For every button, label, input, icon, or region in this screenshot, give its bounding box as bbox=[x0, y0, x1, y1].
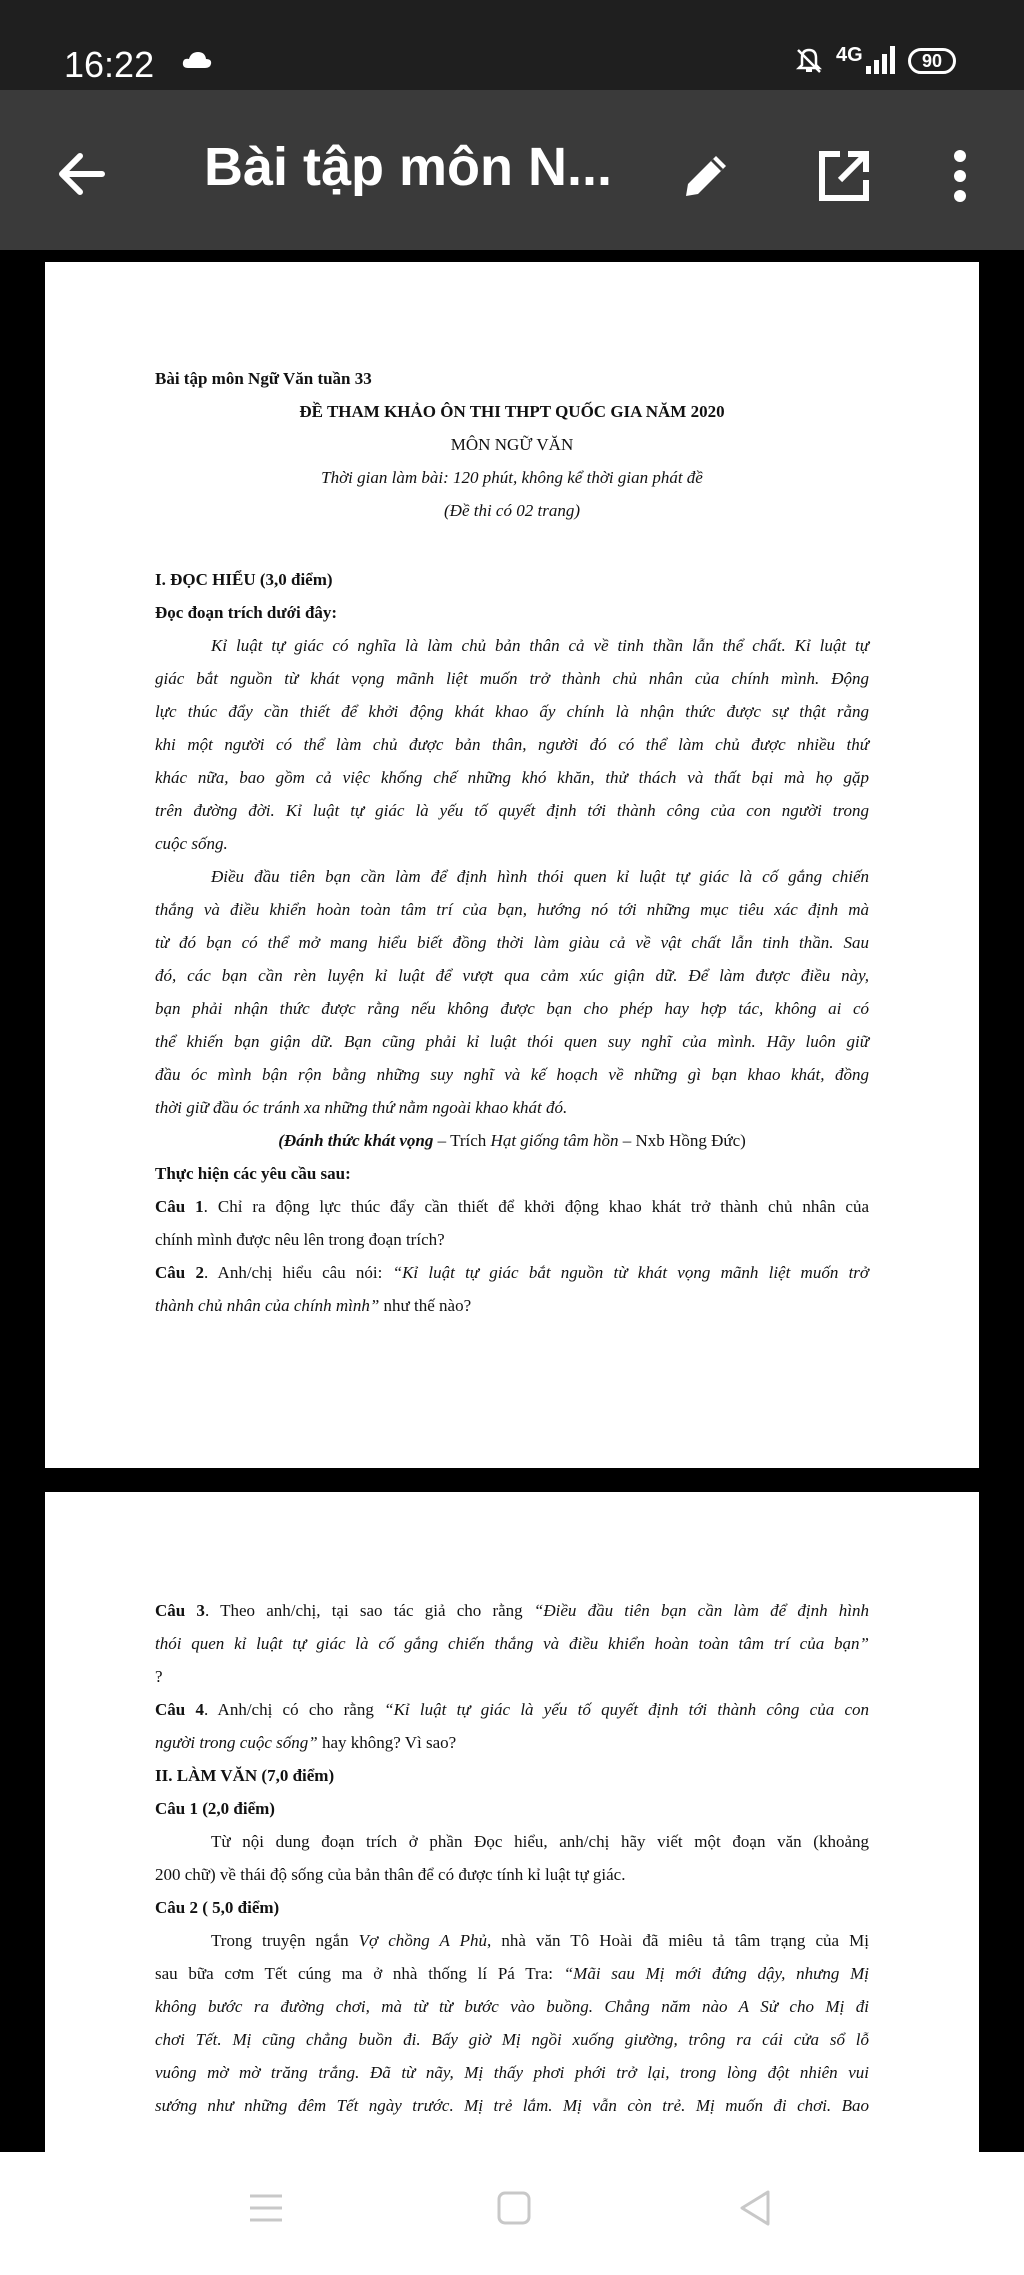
document-page-2 bbox=[45, 1492, 979, 2152]
question-label: Câu 2 bbox=[155, 1263, 204, 1282]
essay-quote: “Mãi sau Mị mới đứng dậy, nhưng Mị bbox=[563, 1964, 870, 1983]
passage-line: lực thúc đẩy cần thiết để khởi động khát khao ấy chính là nhận thức được sự thật rằng bbox=[155, 702, 869, 721]
essay-1-line: 200 chữ) về thái độ sống của bản thân để có được tính kỉ luật tự giác. bbox=[155, 1865, 626, 1884]
nav-back-button[interactable] bbox=[736, 2188, 776, 2233]
question-4 bbox=[155, 1693, 869, 1726]
passage-line: thời giữ đầu óc tránh xa những thứ nằm ngoài khao khát đó. bbox=[155, 1098, 568, 1117]
network-type-label: 4G bbox=[836, 44, 863, 66]
passage-line: Kỉ luật tự giác có nghĩa là làm chủ bản thân cả về tinh thần lẫn thể chất. Kỉ luật tự bbox=[211, 636, 869, 655]
system-navigation-bar bbox=[0, 2152, 1024, 2275]
question-3-tail: ? bbox=[155, 1667, 163, 1686]
document-page-1 bbox=[45, 262, 979, 1468]
exam-subject: MÔN NGỮ VĂN bbox=[450, 435, 574, 454]
tasks-heading: Thực hiện các yêu cầu sau: bbox=[155, 1164, 351, 1183]
essay-2-line bbox=[155, 1924, 869, 1957]
essay-text: sau bữa cơm Tết cúng ma ở nhà thống lí Pá Tra: bbox=[155, 1964, 564, 1983]
question-text: . Theo anh/chị, tại sao tác giả cho rằng bbox=[204, 1601, 534, 1620]
essay-2-line: sướng như những đêm Tết ngày trước. Mị trẻ lắm. Mị vẫn còn trẻ. Mị muốn đi chơi. Bao bbox=[155, 2096, 869, 2115]
question-2-cont bbox=[155, 1289, 869, 1322]
passage-line: cuộc sống. bbox=[155, 834, 228, 853]
question-quote: “Kỉ luật tự giác bắt nguồn từ khát vọng mãnh liệt muốn trở bbox=[392, 1263, 869, 1282]
question-3-cont: thói quen kỉ luật tự giác là cố gắng chiến thắng và điều khiển hoàn toàn tâm trí của bạn” bbox=[155, 1634, 869, 1653]
home-square-icon bbox=[494, 2188, 534, 2228]
cloud-icon bbox=[182, 50, 212, 75]
back-button[interactable] bbox=[50, 142, 114, 206]
source-title: (Đánh thức khát vọng bbox=[278, 1131, 434, 1150]
essay-1-line: Từ nội dung đoạn trích ở phần Đọc hiểu, anh/chị hãy viết một đoạn văn (khoảng bbox=[211, 1832, 869, 1851]
edit-button[interactable] bbox=[676, 146, 736, 206]
question-text: hay không? Vì sao? bbox=[317, 1733, 457, 1752]
status-bar bbox=[0, 0, 1024, 90]
passage-line: thắng và điều khiển hoàn toàn tâm trí của bạn, hướng nó tới những mục tiêu xác định mà bbox=[155, 900, 869, 919]
source-book: Hạt giống tâm hồn bbox=[490, 1131, 619, 1150]
app-bar bbox=[0, 90, 1024, 250]
passage-line: Điều đầu tiên bạn cần làm để định hình thói quen kỉ luật tự giác là cố gắng chiến bbox=[211, 867, 869, 886]
passage-line: giác bắt nguồn từ khát vọng mãnh liệt muốn trở thành chủ nhân của chính mình. Động bbox=[155, 669, 869, 688]
battery-indicator: 90 bbox=[908, 48, 956, 74]
open-external-button[interactable] bbox=[814, 146, 874, 206]
question-text: như thế nào? bbox=[379, 1296, 472, 1315]
question-4-cont bbox=[155, 1726, 869, 1759]
passage-line: khi một người có thể làm chủ được bản thân, người đó có thể làm chủ được nhiều thứ bbox=[155, 735, 869, 754]
question-3 bbox=[155, 1594, 869, 1627]
back-triangle-icon bbox=[736, 2188, 776, 2228]
signal-strength-icon bbox=[866, 46, 898, 79]
passage-line: thể khiến bạn giận dữ. Bạn cũng phải kỉ luật thói quen suy nghĩ của mình. Hãy luôn giữ bbox=[155, 1032, 869, 1051]
essay-1-heading: Câu 1 (2,0 điểm) bbox=[155, 1799, 275, 1818]
section-1-heading: I. ĐỌC HIỂU (3,0 điểm) bbox=[155, 570, 333, 589]
menu-icon bbox=[246, 2188, 286, 2228]
passage-line: đầu óc mình bận rộn bằng những suy nghĩ và kế hoạch về những gì bạn khao khát, đồng bbox=[155, 1065, 869, 1084]
question-1-cont: chính mình được nêu lên trong đoạn trích? bbox=[155, 1230, 445, 1249]
question-label: Câu 1 bbox=[155, 1197, 204, 1216]
question-quote: “Kỉ luật tự giác là yếu tố quyết định tới thành công của con bbox=[384, 1700, 869, 1719]
question-1 bbox=[155, 1190, 869, 1223]
more-vertical-icon bbox=[940, 146, 980, 206]
passage-line: trên đường đời. Kỉ luật tự giác là yếu tố quyết định tới thành công của con người trong bbox=[155, 801, 869, 820]
nav-recents-button[interactable] bbox=[246, 2188, 286, 2233]
question-quote: người trong cuộc sống” bbox=[155, 1733, 318, 1752]
passage-line: khác nữa, bao gồm cả việc khống chế những khó khăn, thử thách và thất bại mà họ gặp bbox=[155, 768, 869, 787]
source-text: – Nxb Hồng Đức) bbox=[618, 1131, 746, 1150]
arrow-back-icon bbox=[50, 142, 114, 206]
question-text: . Anh/chị hiểu câu nói: bbox=[203, 1263, 393, 1282]
question-label: Câu 3 bbox=[155, 1601, 205, 1620]
question-text: . Anh/chị có cho rằng bbox=[203, 1700, 385, 1719]
exam-title: ĐỀ THAM KHẢO ÔN THI THPT QUỐC GIA NĂM 2020 bbox=[299, 402, 725, 421]
essay-2-line: chơi Tết. Mị cũng chẳng buồn đi. Bấy giờ Mị ngồi xuống giường, trông ra cái cửa sổ lỗ bbox=[155, 2030, 869, 2049]
nav-home-button[interactable] bbox=[494, 2188, 534, 2233]
passage-line: đó, các bạn cần rèn luyện kỉ luật để vượt qua cảm xúc giận dữ. Để làm được điều này, bbox=[155, 966, 869, 985]
essay-text: , nhà văn Tô Hoài đã miêu tả tâm trạng của Mị bbox=[487, 1931, 869, 1950]
essay-2-line bbox=[155, 1957, 869, 1990]
passage-source bbox=[155, 1124, 869, 1157]
exam-pages-note: (Đề thi có 02 trang) bbox=[444, 501, 580, 520]
essay-2-line: vuông mờ mờ trăng trắng. Đã từ nãy, Mị thấy phơi phới trở lại, trong lòng đột nhiên vui bbox=[155, 2063, 869, 2082]
essay-2-heading: Câu 2 ( 5,0 điểm) bbox=[155, 1898, 280, 1917]
question-2 bbox=[155, 1256, 869, 1289]
passage-line: bạn phải nhận thức được rằng nếu không được bạn cho phép hay hợp tác, không ai có bbox=[155, 999, 869, 1018]
document-header: Bài tập môn Ngữ Văn tuần 33 bbox=[155, 369, 372, 388]
document-title: Bài tập môn N... bbox=[204, 137, 613, 197]
exam-time-note: Thời gian làm bài: 120 phút, không kể thời gian phát đề bbox=[321, 468, 703, 487]
read-prompt: Đọc đoạn trích dưới đây: bbox=[155, 603, 338, 622]
pencil-icon bbox=[676, 146, 736, 206]
passage-line: từ đó bạn có thể mở mang hiểu biết đồng thời làm giàu cả về vật chất lẫn tinh thần. Sau bbox=[155, 933, 869, 952]
more-options-button[interactable] bbox=[940, 146, 980, 206]
question-label: Câu 4 bbox=[155, 1700, 204, 1719]
question-quote: “Điều đầu tiên bạn cần làm để định hình bbox=[533, 1601, 869, 1620]
question-quote: thành chủ nhân của chính mình” bbox=[155, 1296, 380, 1315]
question-text: . Chỉ ra động lực thúc đẩy cần thiết để khởi động khao khát trở thành chủ nhân của bbox=[203, 1197, 869, 1216]
essay-text: Trong truyện ngắn bbox=[211, 1931, 359, 1950]
work-title: Vợ chồng A Phủ bbox=[358, 1931, 488, 1950]
essay-2-line: không bước ra đường chơi, mà từ từ bước vào buồng. Chẳng năm nào A Sử cho Mị đi bbox=[155, 1997, 869, 2016]
notifications-muted-icon bbox=[794, 46, 824, 81]
open-in-new-icon bbox=[814, 146, 874, 206]
section-2-heading: II. LÀM VĂN (7,0 điểm) bbox=[155, 1766, 335, 1785]
source-text: – Trích bbox=[433, 1131, 491, 1150]
status-time: 16:22 bbox=[64, 44, 155, 85]
